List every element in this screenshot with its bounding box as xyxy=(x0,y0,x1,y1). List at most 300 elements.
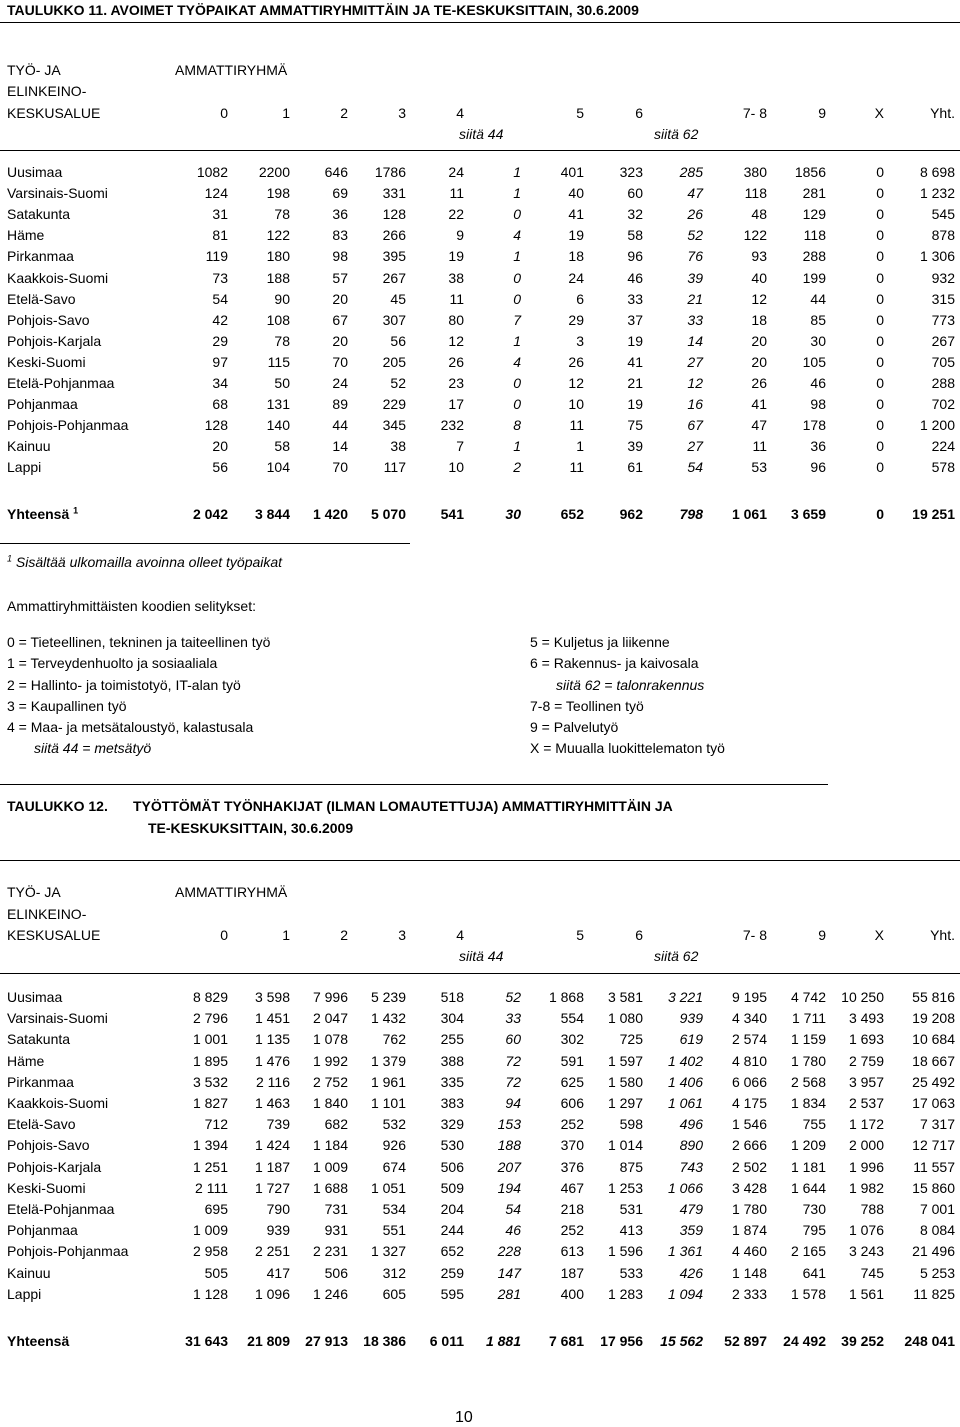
table-cell: 1 251 xyxy=(192,1158,228,1175)
table-cell: 932 xyxy=(931,269,955,286)
table-cell: 11 xyxy=(449,290,464,307)
table-cell: 288 xyxy=(802,248,826,265)
legend-title: Ammattiryhmittäisten koodien selitykset: xyxy=(7,598,256,614)
table-cell: 1 096 xyxy=(254,1285,290,1302)
table-cell: 1 051 xyxy=(370,1179,406,1196)
table-cell: 41 xyxy=(568,206,584,223)
table-cell: 1856 xyxy=(794,164,826,180)
table-cell: 1 727 xyxy=(254,1179,290,1196)
table-cell: 11 xyxy=(752,438,767,455)
table-cell: 70 xyxy=(332,459,348,476)
table-cell: 0 xyxy=(876,375,884,391)
table-cell: 1 476 xyxy=(254,1052,290,1069)
table-row xyxy=(0,1178,960,1199)
table-cell: 244 xyxy=(440,1222,464,1239)
table-row xyxy=(0,1263,960,1284)
table-cell: 370 xyxy=(560,1137,584,1154)
table-cell: 641 xyxy=(802,1264,826,1281)
row-label: Lappi xyxy=(7,1285,42,1302)
table-cell: 98 xyxy=(332,248,348,265)
table-cell: 545 xyxy=(931,206,955,223)
table-cell: 38 xyxy=(448,269,464,286)
legend-item: X = Muualla luokittelematon työ xyxy=(530,740,725,756)
t11-footnote: $^1$ Sisältää ulkomailla avoinna olleet työpaikat xyxy=(7,553,283,570)
column-header: 5 xyxy=(576,105,584,121)
row-label: Etelä-Pohjanmaa xyxy=(7,1201,115,1217)
table-cell: 27 xyxy=(687,438,703,455)
table-cell: 4 340 xyxy=(731,1010,767,1027)
table-cell: 69 xyxy=(332,185,348,202)
table-cell: 85 xyxy=(810,311,826,328)
table-cell: 12 717 xyxy=(912,1137,955,1154)
table-cell: 19 xyxy=(448,248,464,265)
column-header: 4 xyxy=(456,105,464,121)
table-cell: 2 796 xyxy=(192,1010,228,1027)
table-cell: 27 xyxy=(687,353,703,370)
row-label: Pohjois-Karjala xyxy=(7,332,102,349)
table-cell: 1 009 xyxy=(192,1222,228,1239)
table-cell: 26 xyxy=(448,353,464,370)
table-cell: 0 xyxy=(513,206,521,223)
table-row xyxy=(0,436,960,457)
table-row xyxy=(0,1157,960,1178)
table-cell: 54 xyxy=(505,1201,521,1217)
t11-region-header-1: TYÖ- JA xyxy=(7,62,61,78)
table-cell: 2 752 xyxy=(312,1073,348,1090)
t12-group-label: AMMATTIRYHMÄ xyxy=(175,884,288,900)
row-label: Varsinais-Suomi xyxy=(7,185,108,202)
table-cell: 1 463 xyxy=(254,1095,290,1111)
row-label: Pohjois-Pohjanmaa xyxy=(7,1243,129,1260)
column-header: 2 xyxy=(340,105,348,121)
table-cell: 1 xyxy=(513,185,521,202)
table-cell: 1 394 xyxy=(192,1137,228,1154)
table-cell: 1 406 xyxy=(667,1073,703,1090)
total-cell: 17 956 xyxy=(600,1333,643,1349)
table-cell: 1 688 xyxy=(312,1179,348,1196)
table-cell: 2 111 xyxy=(195,1179,228,1196)
table-cell: 97 xyxy=(212,353,228,370)
table-cell: 506 xyxy=(324,1264,348,1281)
table-cell: 178 xyxy=(802,417,826,434)
row-label: Kaakkois-Suomi xyxy=(7,1095,109,1111)
table-cell: 788 xyxy=(860,1201,884,1217)
table-cell: 89 xyxy=(332,396,348,413)
table-cell: 1 711 xyxy=(792,1010,826,1027)
table-cell: 207 xyxy=(497,1158,521,1175)
table-cell: 105 xyxy=(802,353,826,370)
table-cell: 23 xyxy=(448,375,464,391)
table-row xyxy=(0,1114,960,1135)
row-label: Pohjanmaa xyxy=(7,396,78,413)
table-cell: 773 xyxy=(931,311,955,328)
table-cell: 2 574 xyxy=(731,1031,767,1048)
table-cell: 1 101 xyxy=(370,1095,406,1111)
table-cell: 2 116 xyxy=(256,1073,290,1090)
table-cell: 1 xyxy=(576,438,584,455)
column-header: Yht. xyxy=(930,927,955,943)
table-cell: 19 208 xyxy=(912,1010,955,1027)
table-cell: 302 xyxy=(560,1031,584,1048)
table-cell: 1 578 xyxy=(790,1285,826,1302)
table-cell: 1 172 xyxy=(848,1116,884,1133)
table-cell: 606 xyxy=(560,1095,584,1111)
table-cell: 652 xyxy=(440,1243,464,1260)
table-cell: 56 xyxy=(390,332,406,349)
total-cell: 24 492 xyxy=(783,1333,826,1349)
table-cell: 1 424 xyxy=(254,1137,290,1154)
table11-top-rule xyxy=(0,22,960,23)
table-cell: 118 xyxy=(803,227,826,244)
total-cell: 52 897 xyxy=(724,1333,767,1349)
table-cell: 0 xyxy=(876,290,884,307)
table-cell: 534 xyxy=(382,1201,406,1217)
table-cell: 204 xyxy=(440,1201,464,1217)
table-cell: 14 xyxy=(687,332,703,349)
table-cell: 252 xyxy=(560,1222,584,1239)
table-cell: 1082 xyxy=(196,164,228,180)
table-cell: 1786 xyxy=(374,164,406,180)
table-cell: 1 253 xyxy=(607,1179,643,1196)
table-cell: 41 xyxy=(627,353,643,370)
table-cell: 40 xyxy=(751,269,767,286)
total-cell: 798 xyxy=(679,506,703,522)
table-cell: 1 148 xyxy=(731,1264,767,1281)
table-cell: 1 078 xyxy=(312,1031,348,1048)
table-cell: 730 xyxy=(802,1201,826,1217)
table-cell: 29 xyxy=(568,311,584,328)
table-cell: 96 xyxy=(810,459,826,476)
table-cell: 8 xyxy=(513,417,521,434)
table-cell: 1 561 xyxy=(848,1285,884,1302)
table-cell: 376 xyxy=(560,1158,584,1175)
table-cell: 45 xyxy=(390,290,406,307)
total-cell: 541 xyxy=(440,506,464,522)
row-label: Pohjanmaa xyxy=(7,1222,78,1239)
table-cell: 29 xyxy=(212,332,228,349)
table-cell: 76 xyxy=(687,248,703,265)
table-cell: 255 xyxy=(440,1031,464,1048)
column-header: X xyxy=(874,927,884,943)
t11-region-header-3: KESKUSALUE xyxy=(7,105,101,121)
table-cell: 4 810 xyxy=(731,1052,767,1069)
table-cell: 939 xyxy=(266,1222,290,1239)
table-cell: 2 759 xyxy=(848,1052,884,1069)
column-header: 1 xyxy=(282,105,290,121)
table-cell: 2 666 xyxy=(731,1137,767,1154)
total-row xyxy=(0,1331,960,1352)
column-header: 6 xyxy=(635,927,643,943)
table-cell: 115 xyxy=(267,353,290,370)
table-cell: 57 xyxy=(332,269,348,286)
table-cell: 0 xyxy=(876,332,884,349)
row-label: Satakunta xyxy=(7,1031,71,1048)
table-row xyxy=(0,457,960,478)
table-cell: 3 957 xyxy=(848,1073,884,1090)
table-cell: 2 333 xyxy=(731,1285,767,1302)
row-label: Häme xyxy=(7,1052,45,1069)
table-cell: 2 047 xyxy=(312,1010,348,1027)
table-cell: 10 250 xyxy=(841,989,884,1005)
table-cell: 52 xyxy=(390,375,406,391)
total-cell: 6 011 xyxy=(429,1333,464,1349)
table-cell: 8 829 xyxy=(192,989,228,1005)
table-cell: 0 xyxy=(876,396,884,413)
table-cell: 104 xyxy=(266,459,290,476)
table-cell: 42 xyxy=(212,311,228,328)
table-cell: 20 xyxy=(332,332,348,349)
table-cell: 3 493 xyxy=(848,1010,884,1027)
total-label: Yhteensä $^1$ xyxy=(7,505,79,522)
table-cell: 682 xyxy=(324,1116,348,1133)
table-cell: 551 xyxy=(382,1222,406,1239)
table-cell: 725 xyxy=(619,1031,643,1048)
table-cell: 10 xyxy=(568,396,584,413)
table-cell: 68 xyxy=(212,396,228,413)
table-cell: 1 076 xyxy=(848,1222,884,1239)
t11-region-header-2: ELINKEINO- xyxy=(7,83,87,99)
table-cell: 9 195 xyxy=(731,989,767,1005)
total-cell: 31 643 xyxy=(185,1333,228,1349)
table-row xyxy=(0,310,960,331)
table-cell: 21 xyxy=(687,290,703,307)
table-cell: 33 xyxy=(505,1010,521,1027)
row-label: Kaakkois-Suomi xyxy=(7,269,109,286)
legend-item: 1 = Terveydenhuolto ja sosiaaliala xyxy=(7,655,218,671)
table-cell: 83 xyxy=(332,227,348,244)
table-cell: 1 840 xyxy=(312,1095,348,1111)
row-label: Kainuu xyxy=(7,1264,51,1281)
total-label: Yhteensä xyxy=(7,1333,70,1349)
table-cell: 0 xyxy=(513,290,521,307)
table-cell: 11 xyxy=(449,185,464,202)
table-cell: 2200 xyxy=(258,164,290,180)
table-cell: 2 xyxy=(513,459,521,476)
t12-region-header-2: ELINKEINO- xyxy=(7,906,87,922)
table-cell: 122 xyxy=(743,227,767,244)
table-cell: 288 xyxy=(931,375,955,391)
table-cell: 1 996 xyxy=(848,1158,884,1175)
table-cell: 1 001 xyxy=(192,1031,228,1048)
t12-region-header-1: TYÖ- JA xyxy=(7,884,61,900)
table-cell: 0 xyxy=(876,459,884,476)
legend-item: 7-8 = Teollinen työ xyxy=(530,698,644,714)
table-row xyxy=(0,394,960,415)
total-cell: 30 xyxy=(505,506,521,522)
table-cell: 1 693 xyxy=(848,1031,884,1048)
table-row xyxy=(0,1008,960,1029)
table-cell: 1 644 xyxy=(790,1179,826,1196)
table-cell: 131 xyxy=(266,396,290,413)
table-cell: 188 xyxy=(266,269,290,286)
table-cell: 78 xyxy=(274,206,290,223)
row-label: Pohjois-Karjala xyxy=(7,1158,102,1175)
table-cell: 90 xyxy=(274,290,290,307)
table-cell: 47 xyxy=(751,417,767,434)
table-row xyxy=(0,268,960,289)
table-cell: 46 xyxy=(505,1222,521,1239)
table-cell: 8 084 xyxy=(919,1222,955,1239)
column-header: 0 xyxy=(220,105,228,121)
row-label: Pirkanmaa xyxy=(7,248,74,265)
table-cell: 15 860 xyxy=(912,1179,955,1196)
table-cell: 281 xyxy=(802,185,826,202)
table-cell: 37 xyxy=(627,311,643,328)
table-cell: 0 xyxy=(876,164,884,180)
table-cell: 1 135 xyxy=(254,1031,290,1048)
table-cell: 1 xyxy=(513,164,521,180)
table-cell: 5 239 xyxy=(370,989,406,1005)
table-cell: 55 816 xyxy=(912,989,955,1005)
table-cell: 7 001 xyxy=(919,1201,955,1217)
table-cell: 188 xyxy=(497,1137,521,1154)
row-label: Lappi xyxy=(7,459,42,476)
table-cell: 140 xyxy=(266,417,290,434)
column-header: X xyxy=(874,105,884,121)
table-cell: 1 080 xyxy=(607,1010,643,1027)
table-cell: 1 451 xyxy=(254,1010,290,1027)
table-cell: 1 246 xyxy=(312,1285,348,1302)
table-cell: 380 xyxy=(743,164,767,180)
table-cell: 9 xyxy=(456,227,464,244)
column-header: 4 xyxy=(456,927,464,943)
total-cell: 19 251 xyxy=(912,506,955,522)
total-cell: 2 042 xyxy=(192,506,228,522)
table-cell: 17 xyxy=(448,396,464,413)
table-cell: 12 xyxy=(568,375,584,391)
table-cell: 400 xyxy=(560,1285,584,1302)
table-cell: 1 184 xyxy=(312,1137,348,1154)
total-cell: 18 386 xyxy=(363,1333,406,1349)
table-cell: 259 xyxy=(440,1264,464,1281)
table-cell: 304 xyxy=(440,1010,464,1027)
table-cell: 39 xyxy=(627,438,643,455)
table-cell: 24 xyxy=(448,164,464,180)
table-cell: 1 094 xyxy=(667,1285,703,1302)
table-cell: 1 297 xyxy=(607,1095,643,1111)
table-cell: 1 327 xyxy=(370,1243,406,1260)
table-cell: 26 xyxy=(751,375,767,391)
total-cell: 27 913 xyxy=(305,1333,348,1349)
table-cell: 695 xyxy=(204,1201,228,1217)
table-cell: 60 xyxy=(627,185,643,202)
table-row xyxy=(0,373,960,394)
row-label: Uusimaa xyxy=(7,164,63,180)
table-cell: 8 698 xyxy=(919,164,955,180)
table-cell: 72 xyxy=(505,1073,521,1090)
table-cell: 388 xyxy=(440,1052,464,1069)
table-cell: 1 780 xyxy=(790,1052,826,1069)
table-row xyxy=(0,1220,960,1241)
table-row xyxy=(0,1029,960,1050)
table-cell: 48 xyxy=(751,206,767,223)
table-cell: 224 xyxy=(931,438,955,455)
column-header: 9 xyxy=(818,927,826,943)
table-cell: 2 537 xyxy=(848,1095,884,1111)
table-cell: 33 xyxy=(627,290,643,307)
table-cell: 18 xyxy=(751,311,767,328)
table-cell: 4 742 xyxy=(790,989,826,1005)
table-cell: 46 xyxy=(627,269,643,286)
table-cell: 518 xyxy=(440,989,464,1005)
table-cell: 24 xyxy=(332,375,348,391)
row-label: Kainuu xyxy=(7,438,51,455)
table-cell: 0 xyxy=(876,438,884,455)
table-cell: 124 xyxy=(204,185,228,202)
total-cell: 0 xyxy=(876,506,884,522)
row-label: Varsinais-Suomi xyxy=(7,1010,108,1027)
table-cell: 81 xyxy=(212,227,228,244)
total-cell: 39 252 xyxy=(841,1333,884,1349)
table-cell: 129 xyxy=(802,206,826,223)
table-cell: 533 xyxy=(619,1264,643,1281)
table-cell: 19 xyxy=(568,227,584,244)
table-cell: 21 496 xyxy=(912,1243,955,1260)
row-label: Pohjois-Savo xyxy=(7,311,90,328)
row-label: Pirkanmaa xyxy=(7,1073,74,1090)
table-cell: 33 xyxy=(687,311,703,328)
table-cell: 30 xyxy=(810,332,826,349)
total-cell: 248 041 xyxy=(904,1333,955,1349)
t12-region-header-3: KESKUSALUE xyxy=(7,927,101,943)
table-cell: 0 xyxy=(876,311,884,328)
table-cell: 1 159 xyxy=(790,1031,826,1048)
table-cell: 47 xyxy=(687,185,703,202)
table-cell: 3 xyxy=(576,332,584,349)
table-cell: 0 xyxy=(876,353,884,370)
table-cell: 3 532 xyxy=(192,1073,228,1090)
table-cell: 52 xyxy=(505,989,521,1005)
table-cell: 19 xyxy=(627,396,643,413)
table-cell: 54 xyxy=(212,290,228,307)
table-cell: 4 175 xyxy=(731,1095,767,1111)
table-cell: 0 xyxy=(876,269,884,286)
table-cell: 19 xyxy=(627,332,643,349)
table-cell: 1 895 xyxy=(192,1052,228,1069)
table-cell: 20 xyxy=(212,438,228,455)
table-cell: 0 xyxy=(513,269,521,286)
legend-item: 4 = Maa- ja metsätaloustyö, kalastusala xyxy=(7,719,254,735)
table-cell: 530 xyxy=(440,1137,464,1154)
column-header: 1 xyxy=(282,927,290,943)
table-cell: 22 xyxy=(448,206,464,223)
table-cell: 2 000 xyxy=(848,1137,884,1154)
table-cell: 58 xyxy=(627,227,643,244)
table-row xyxy=(0,204,960,225)
table-cell: 755 xyxy=(802,1116,826,1133)
table-row xyxy=(0,183,960,204)
table-cell: 180 xyxy=(266,248,290,265)
table-cell: 5 253 xyxy=(919,1264,955,1281)
table-cell: 1 580 xyxy=(607,1073,643,1090)
table-cell: 1 014 xyxy=(607,1137,643,1154)
column-header: 3 xyxy=(398,927,406,943)
table-cell: 702 xyxy=(931,396,955,413)
table-cell: 383 xyxy=(440,1095,464,1111)
row-label: Pohjois-Pohjanmaa xyxy=(7,417,129,434)
table-cell: 7 xyxy=(456,438,464,455)
table-cell: 505 xyxy=(204,1264,228,1281)
column-header: 3 xyxy=(398,105,406,121)
row-label: Uusimaa xyxy=(7,989,63,1005)
table-cell: 506 xyxy=(440,1158,464,1175)
row-label: Satakunta xyxy=(7,206,71,223)
table-cell: 878 xyxy=(931,227,955,244)
table-cell: 60 xyxy=(505,1031,521,1048)
page-number: 10 xyxy=(455,1409,473,1426)
total-cell: 1 881 xyxy=(485,1333,521,1349)
t12-header-rule xyxy=(0,973,960,974)
